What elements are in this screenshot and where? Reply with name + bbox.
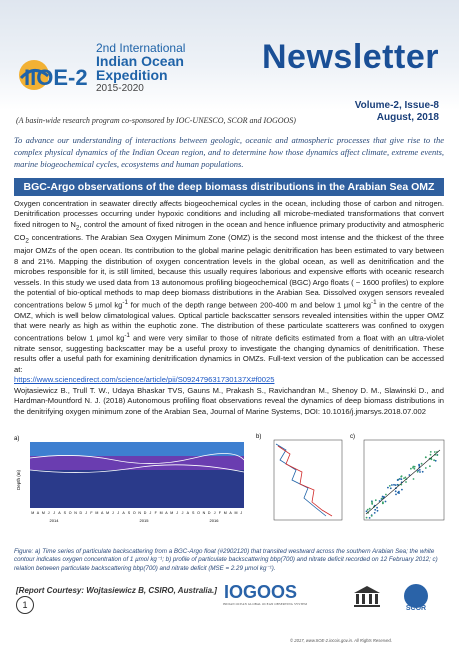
- panel-a-ylabel: Depth (m): [16, 469, 21, 491]
- year-tick: 2015: [139, 518, 149, 523]
- month-tick: J: [213, 511, 216, 515]
- scatter-point: [422, 471, 424, 473]
- issue-info: [355, 100, 439, 124]
- scatter-point: [366, 510, 368, 512]
- volume-issue: Volume-2, Issue-8: [354, 100, 439, 111]
- scatter-point: [429, 465, 431, 467]
- month-tick: A: [36, 511, 40, 515]
- month-tick: M: [170, 511, 174, 515]
- scatter-point: [430, 451, 432, 453]
- month-tick: J: [112, 511, 114, 515]
- scatter-point: [435, 460, 437, 462]
- scatter-point: [431, 458, 433, 460]
- scatter-point: [419, 469, 421, 471]
- panel-c-label: c): [350, 434, 355, 440]
- logo-years: 2015-2020: [96, 83, 144, 94]
- newsletter-header: [0, 0, 459, 110]
- scatter-point: [413, 478, 415, 480]
- month-tick: A: [122, 511, 125, 515]
- year-tick: 2014: [49, 518, 59, 523]
- scatter-point: [434, 451, 436, 453]
- scatter-point: [376, 507, 378, 509]
- scatter-point: [412, 467, 414, 469]
- month-tick: D: [143, 511, 147, 515]
- program-logo-text: [96, 42, 216, 94]
- scatter-point: [395, 484, 397, 486]
- month-tick: A: [58, 511, 61, 515]
- scatter-point: [430, 454, 432, 456]
- scatter-point: [425, 467, 427, 469]
- scatter-point: [401, 489, 403, 491]
- scatter-point: [397, 484, 399, 486]
- scatter-point: [385, 494, 387, 496]
- panel-a-year-ticks: [50, 518, 220, 523]
- year-tick: 2016: [209, 518, 219, 523]
- scor-logo-icon: [396, 582, 436, 612]
- iioe2-logo-icon: [18, 56, 96, 94]
- month-tick: J: [47, 511, 50, 515]
- scatter-point: [366, 517, 368, 519]
- scatter-point: [397, 479, 399, 481]
- month-tick: A: [229, 511, 232, 515]
- unesco-logo-icon: [352, 584, 382, 610]
- month-tick: A: [165, 511, 168, 515]
- month-tick: M: [41, 511, 45, 515]
- scatter-point: [425, 457, 427, 459]
- scatter-point: [382, 503, 384, 505]
- body-part-3: concentrations. The Arabian Sea Oxygen Minimum Zone (OMZ) is the second most intense and the thickest of the three major OMZs of the open ocean. Its contribution to the global marine pelagic denitrification has been estimated to vary between 8 and 21%. Mapping the distribution of oxygen concentration levels in the global ocean, as well as denitrification and the microbes responsible for it, is still limited, because this usually requires laborious and expensive efforts with oceanic research vessels. In this study we used data from 13 autonomous profiling biogeochemical (BGC) Argo floats ( ~ 1600 profiles) to explore the potential of bio-optical methods to map deep biomass distributions in the Arabian Sea. Dissolved oxygen sensors revealed concentrations below 5 µmol kg: [14, 233, 444, 310]
- scor-label: SCOR: [405, 605, 427, 612]
- month-tick: A: [186, 511, 190, 515]
- mission-statement: To advance our understanding of interactions between geologic, oceanic and atmospheric processes that give rise to the complex physical dynamics of the Indian Ocean region, and to determine how those dynamics affect climate, extreme events, marine biogeochemical cycles, ecosystems and human populations.: [14, 135, 444, 170]
- body-part-1: Oxygen concentration in seawater directly affects biogeochemical cycles in the ocean, including those of carbon and nitrogen. Denitrification processes occurring under hypoxic conditions and including all microbe-mediated transformations that convert fixed nitrogen to N: [14, 199, 444, 229]
- copyright-notice: © 2017, www.IIOE-2.incois.gov.in. All Rights Reserved.: [290, 638, 392, 643]
- scatter-point: [369, 517, 371, 519]
- month-tick: S: [63, 511, 67, 515]
- iogoos-logo: IOGOOS: [224, 582, 298, 602]
- month-tick: J: [149, 511, 152, 515]
- article-citation: Wojtasiewicz B., Trull T. W., Udaya Bhaskar TVS, Gauns M., Prakash S., Ravichandran M., Shenoy D. M., Slawinski D., and Hardman-Mountford N. J. (2018) Autonomous profiling float observations reveal the dynamics of deep biomass distributions in the denitrifying oxygen minimum zone of the Arabian Sea, Journal of Marine Systems, DOI: 10.1016/j.jmarsys.2018.07.002: [14, 386, 444, 416]
- scatter-point: [418, 465, 420, 467]
- logo-line-1: 2nd International: [96, 41, 186, 55]
- scatter-point: [399, 478, 401, 480]
- panel-a-month-ticks: [31, 511, 242, 515]
- body-part-4: for much of the depth range between 200-400 m and below 1 µmol kg: [128, 300, 372, 310]
- scatter-point: [414, 466, 416, 468]
- scatter-point: [433, 459, 435, 461]
- scatter-point: [414, 468, 416, 470]
- logo-mark-text: IIOE-2: [24, 65, 88, 90]
- month-tick: M: [31, 511, 35, 515]
- scatter-point: [403, 477, 405, 479]
- logo-line-3: Expedition: [96, 67, 168, 83]
- body-part-6: and were very similar to those of nitrate deficits estimated from a float with an ultra-violet nitrate sensor, suggesting backscatter may be a useful proxy to investigate the changing dynamics of denitrification. These results offer a useful path for examining denitrification dynamics in OMZs. Full-text version of the publication can be accessed at:: [14, 333, 444, 374]
- panel-a-label: a): [14, 436, 20, 442]
- panel-b-frame: [274, 440, 342, 520]
- logo-line-2: Indian Ocean: [96, 53, 184, 69]
- body-sub-2: 2: [25, 237, 29, 245]
- fulltext-link[interactable]: https://www.sciencedirect.com/science/article/pii/S092479631730137X#f0025: [14, 375, 275, 385]
- figure-panel-c: [350, 430, 448, 532]
- scatter-point: [381, 498, 383, 500]
- panel-a-surface-band: [30, 442, 244, 456]
- body-part-2: , control the amount of fixed nitrogen in the ocean and hence influence primary productivity and atmospheric CO: [14, 219, 444, 243]
- month-tick: M: [95, 511, 99, 515]
- scatter-point: [371, 503, 373, 505]
- month-tick: J: [181, 511, 184, 515]
- month-tick: O: [132, 511, 136, 515]
- month-tick: J: [176, 511, 178, 515]
- iogoos-tagline: INDIAN OCEAN GLOBAL OCEAN OBSERVING SYSTEM: [222, 602, 308, 606]
- month-tick: M: [159, 511, 163, 515]
- month-tick: D: [79, 511, 83, 515]
- scatter-point: [375, 499, 377, 501]
- article-body: [14, 199, 444, 386]
- scatter-point: [374, 512, 376, 514]
- month-tick: O: [68, 511, 72, 515]
- body-sub-1: 2: [75, 224, 80, 232]
- month-tick: M: [106, 511, 110, 515]
- month-tick: M: [234, 511, 238, 515]
- body-sup-3: -1: [122, 298, 129, 306]
- month-tick: N: [138, 511, 142, 515]
- scatter-point: [385, 501, 387, 503]
- body-sup-4: -1: [371, 298, 377, 306]
- month-tick: J: [240, 511, 243, 515]
- month-tick: J: [53, 511, 55, 515]
- body-sup-5: -1: [124, 331, 130, 339]
- newsletter-title: Newsletter: [262, 38, 439, 76]
- program-subtitle: (A basin-wide research program co-sponsored by IOC-UNESCO, SCOR and IOGOOS): [16, 116, 296, 125]
- month-tick: A: [100, 511, 104, 515]
- month-tick: D: [207, 511, 211, 515]
- month-tick: J: [85, 511, 88, 515]
- scatter-point: [371, 515, 373, 517]
- scatter-point: [391, 484, 393, 486]
- scatter-point: [387, 487, 389, 489]
- panel-b-label: b): [256, 434, 262, 440]
- month-tick: J: [117, 511, 120, 515]
- month-tick: S: [191, 511, 195, 515]
- month-tick: F: [218, 511, 222, 515]
- scatter-point: [419, 471, 421, 473]
- figure-panel-b: [256, 430, 348, 532]
- report-courtesy: [Report Courtesy: Wojtasiewicz B, CSIRO, Australia.]: [16, 586, 217, 595]
- issue-date: August, 2018: [376, 112, 439, 123]
- scatter-point: [436, 454, 438, 456]
- scatter-point: [410, 468, 412, 470]
- scatter-point: [374, 509, 376, 511]
- scatter-point: [377, 510, 379, 512]
- scatter-point: [390, 487, 392, 489]
- body-part-5: in the centre of the OMZ, which is well below climatological values. Optical particle backscatter sensors revealed intensities within the upper OMZ that were nearly as high as within the euphotic zone. The distribution of these particulate scatterers was confined to oxygen concentrations below 1 µmol kg: [14, 300, 444, 343]
- article-title: BGC-Argo observations of the deep biomass distributions in the Arabian Sea OMZ: [14, 178, 444, 196]
- scatter-point: [395, 494, 397, 496]
- scatter-point: [367, 509, 369, 511]
- panel-c-frame: [364, 440, 444, 520]
- figure-caption: Figure: a) Time series of particulate backscattering from a BGC-Argo float (#2902120) that transited westward across the southern Arabian Sea; the white contour indicates oxygen concentration of 1 µmol kg⁻¹; b) profile of particulate backscattering bbp(700) and nitrate deficit recorded on 12 February 2012; c) relation between particulate backscattering bbp(700) and nitrate deficit (MSE = 2.29 µmol kg⁻¹).: [14, 548, 438, 572]
- scatter-point: [400, 476, 402, 478]
- figure-panel-a: [14, 432, 250, 528]
- month-tick: M: [223, 511, 227, 515]
- scatter-point: [395, 490, 397, 492]
- month-tick: S: [127, 511, 131, 515]
- month-tick: N: [74, 511, 77, 515]
- scatter-point: [421, 463, 423, 465]
- scatter-point: [405, 481, 407, 483]
- month-tick: O: [197, 511, 200, 515]
- page-number: 1: [16, 596, 34, 614]
- scatter-point: [397, 492, 399, 494]
- scatter-point: [369, 508, 371, 510]
- scatter-point: [401, 478, 403, 480]
- month-tick: N: [202, 511, 206, 515]
- month-tick: F: [154, 511, 157, 515]
- scatter-point: [389, 485, 391, 487]
- month-tick: F: [90, 511, 93, 515]
- scatter-point: [393, 484, 395, 486]
